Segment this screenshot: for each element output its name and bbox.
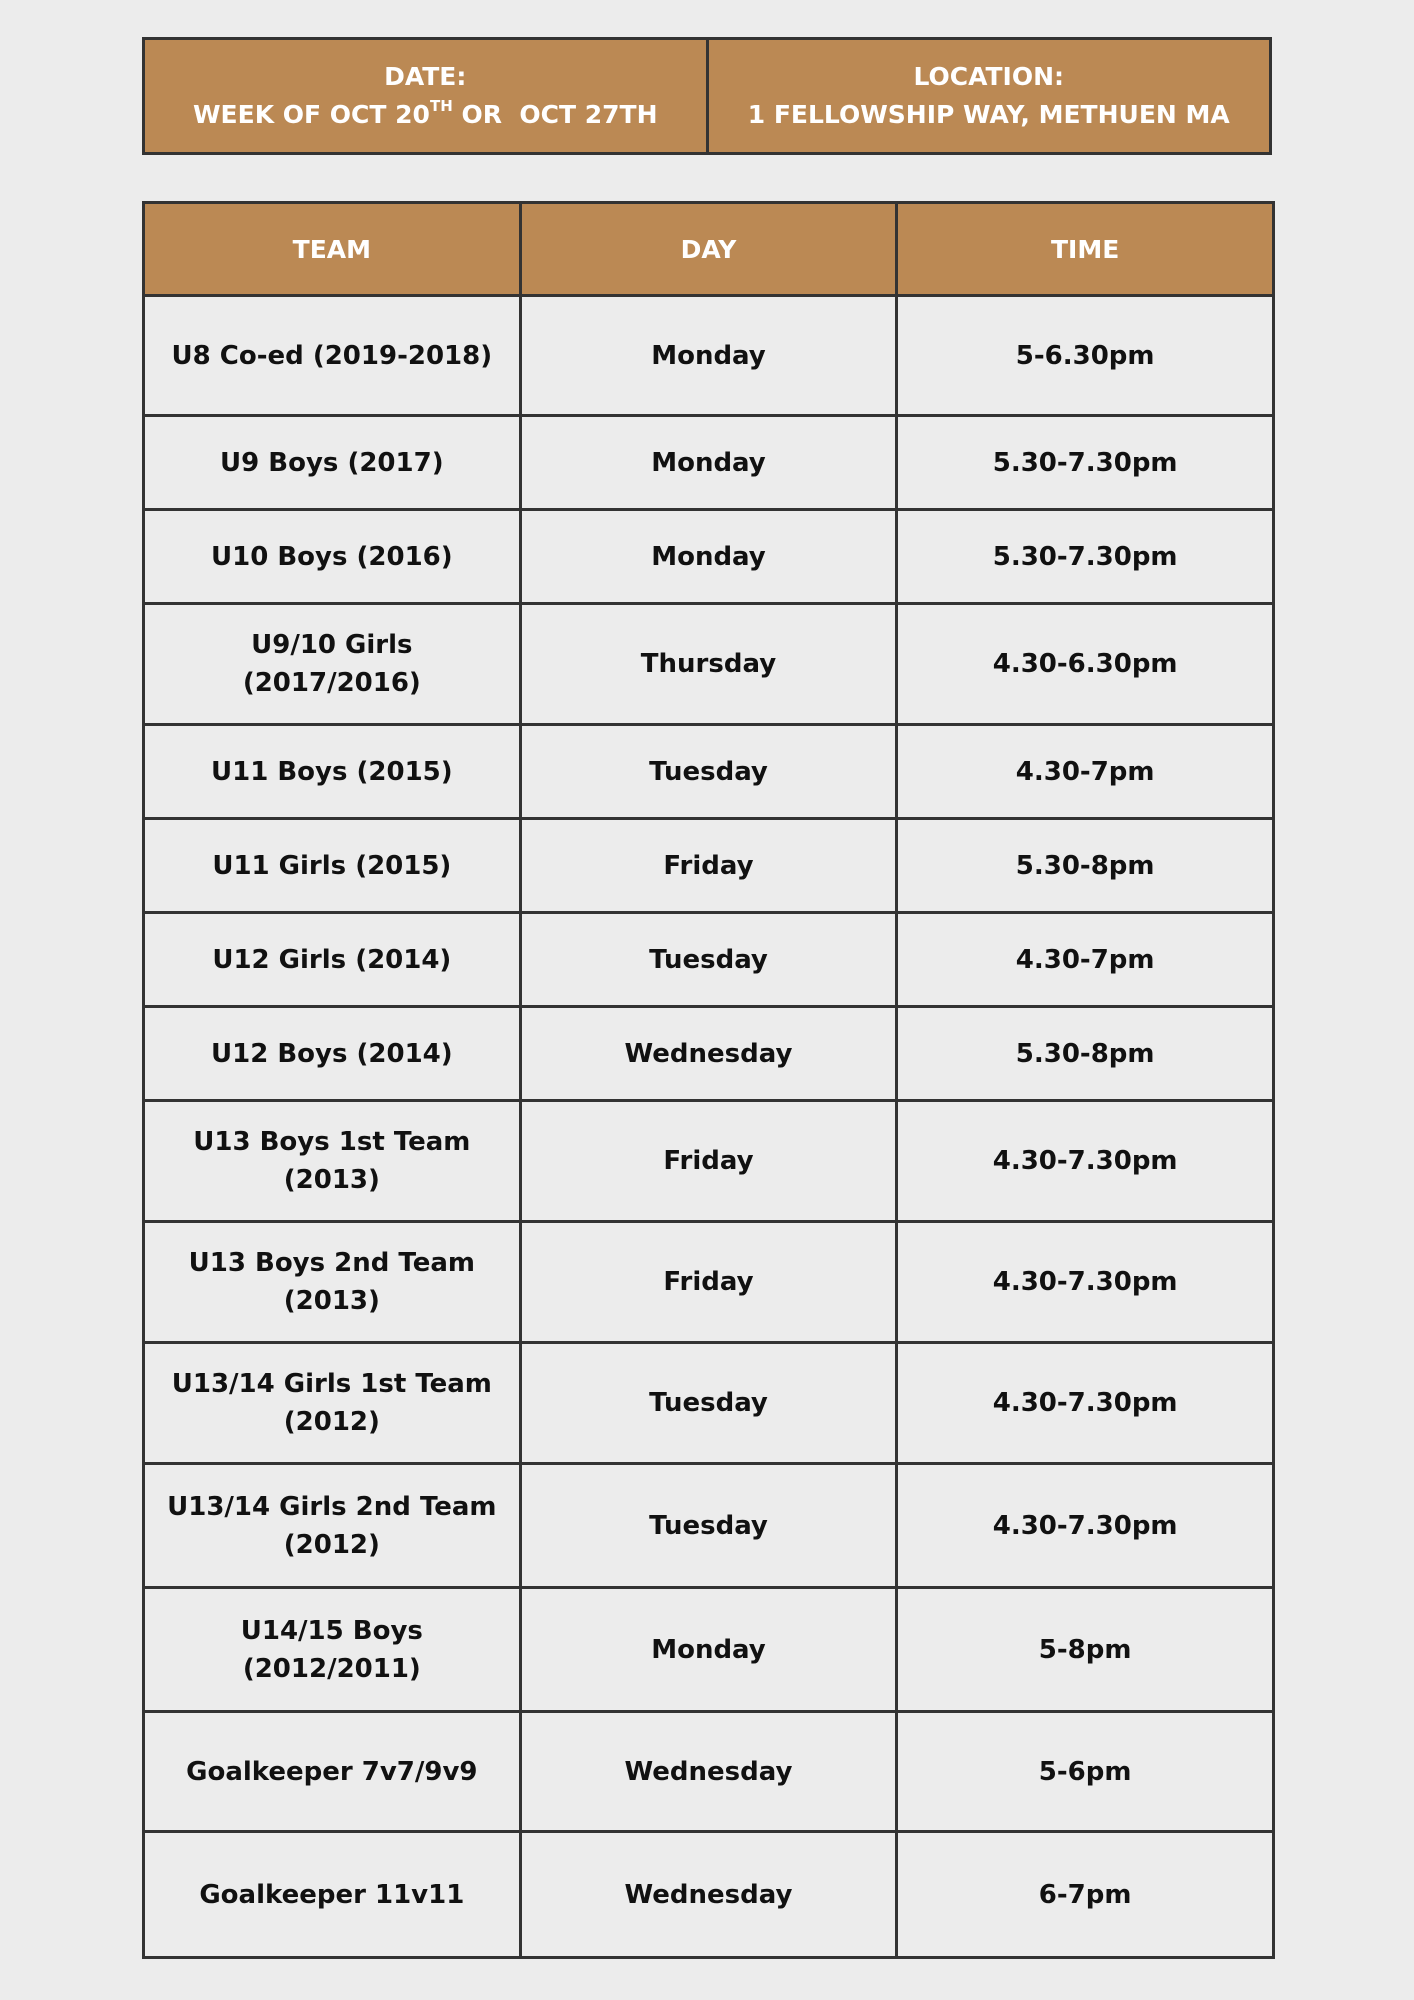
day-cell: Monday	[520, 416, 897, 510]
table-row	[144, 725, 1274, 819]
date-cell	[144, 39, 708, 154]
schedule-header-row	[144, 203, 1274, 296]
schedule-table	[142, 201, 1275, 1959]
team-cell: U8 Co-ed (2019-2018)	[144, 296, 521, 416]
time-cell: 4.30-7.30pm	[897, 1101, 1274, 1222]
table-row	[144, 296, 1274, 416]
table-row	[144, 1464, 1274, 1588]
date-value-sup: TH	[429, 97, 453, 115]
time-cell: 4.30-7.30pm	[897, 1464, 1274, 1588]
time-cell: 5-8pm	[897, 1588, 1274, 1712]
time-cell: 4.30-7.30pm	[897, 1222, 1274, 1343]
day-cell: Tuesday	[520, 1343, 897, 1464]
team-cell: U9 Boys (2017)	[144, 416, 521, 510]
time-cell: 5-6.30pm	[897, 296, 1274, 416]
table-row	[144, 1007, 1274, 1101]
date-value	[145, 96, 706, 134]
location-value: 1 FELLOWSHIP WAY, METHUEN MA	[747, 100, 1230, 129]
table-row	[144, 1343, 1274, 1464]
team-cell: U10 Boys (2016)	[144, 510, 521, 604]
day-cell: Tuesday	[520, 913, 897, 1007]
day-cell: Wednesday	[520, 1007, 897, 1101]
time-cell: 5.30-7.30pm	[897, 416, 1274, 510]
table-row	[144, 819, 1274, 913]
time-cell: 4.30-7.30pm	[897, 1343, 1274, 1464]
day-cell: Friday	[520, 1101, 897, 1222]
location-cell	[707, 39, 1271, 154]
table-row	[144, 1832, 1274, 1958]
team-cell: U13/14 Girls 1st Team (2012)	[144, 1343, 521, 1464]
date-label: DATE:	[384, 62, 467, 91]
column-header-team: TEAM	[144, 203, 521, 296]
day-cell: Friday	[520, 1222, 897, 1343]
day-cell: Wednesday	[520, 1712, 897, 1832]
day-cell: Thursday	[520, 604, 897, 725]
column-header-time: TIME	[897, 203, 1274, 296]
day-cell: Tuesday	[520, 1464, 897, 1588]
day-cell: Monday	[520, 510, 897, 604]
table-row	[144, 913, 1274, 1007]
time-cell: 4.30-7pm	[897, 913, 1274, 1007]
team-cell: U13 Boys 2nd Team (2013)	[144, 1222, 521, 1343]
team-cell: Goalkeeper 7v7/9v9	[144, 1712, 521, 1832]
time-cell: 5.30-8pm	[897, 819, 1274, 913]
time-cell: 5.30-8pm	[897, 1007, 1274, 1101]
team-cell: U11 Boys (2015)	[144, 725, 521, 819]
table-row	[144, 1588, 1274, 1712]
location-label: LOCATION:	[913, 62, 1065, 91]
column-header-day: DAY	[520, 203, 897, 296]
table-row	[144, 510, 1274, 604]
date-value-prefix: WEEK OF OCT 20	[192, 100, 430, 129]
team-cell: U13/14 Girls 2nd Team (2012)	[144, 1464, 521, 1588]
date-value-suffix: OR OCT 27TH	[452, 100, 658, 129]
day-cell: Monday	[520, 1588, 897, 1712]
team-cell: U11 Girls (2015)	[144, 819, 521, 913]
team-cell: U12 Boys (2014)	[144, 1007, 521, 1101]
time-cell: 5-6pm	[897, 1712, 1274, 1832]
info-table	[142, 37, 1272, 155]
table-row	[144, 604, 1274, 725]
table-row	[144, 416, 1274, 510]
time-cell: 6-7pm	[897, 1832, 1274, 1958]
time-cell: 4.30-7pm	[897, 725, 1274, 819]
team-cell: U14/15 Boys (2012/2011)	[144, 1588, 521, 1712]
table-row	[144, 1712, 1274, 1832]
team-cell: U9/10 Girls (2017/2016)	[144, 604, 521, 725]
day-cell: Friday	[520, 819, 897, 913]
time-cell: 4.30-6.30pm	[897, 604, 1274, 725]
team-cell: U12 Girls (2014)	[144, 913, 521, 1007]
team-cell: Goalkeeper 11v11	[144, 1832, 521, 1958]
time-cell: 5.30-7.30pm	[897, 510, 1274, 604]
table-row	[144, 1101, 1274, 1222]
day-cell: Tuesday	[520, 725, 897, 819]
day-cell: Wednesday	[520, 1832, 897, 1958]
team-cell: U13 Boys 1st Team (2013)	[144, 1101, 521, 1222]
table-row	[144, 1222, 1274, 1343]
day-cell: Monday	[520, 296, 897, 416]
